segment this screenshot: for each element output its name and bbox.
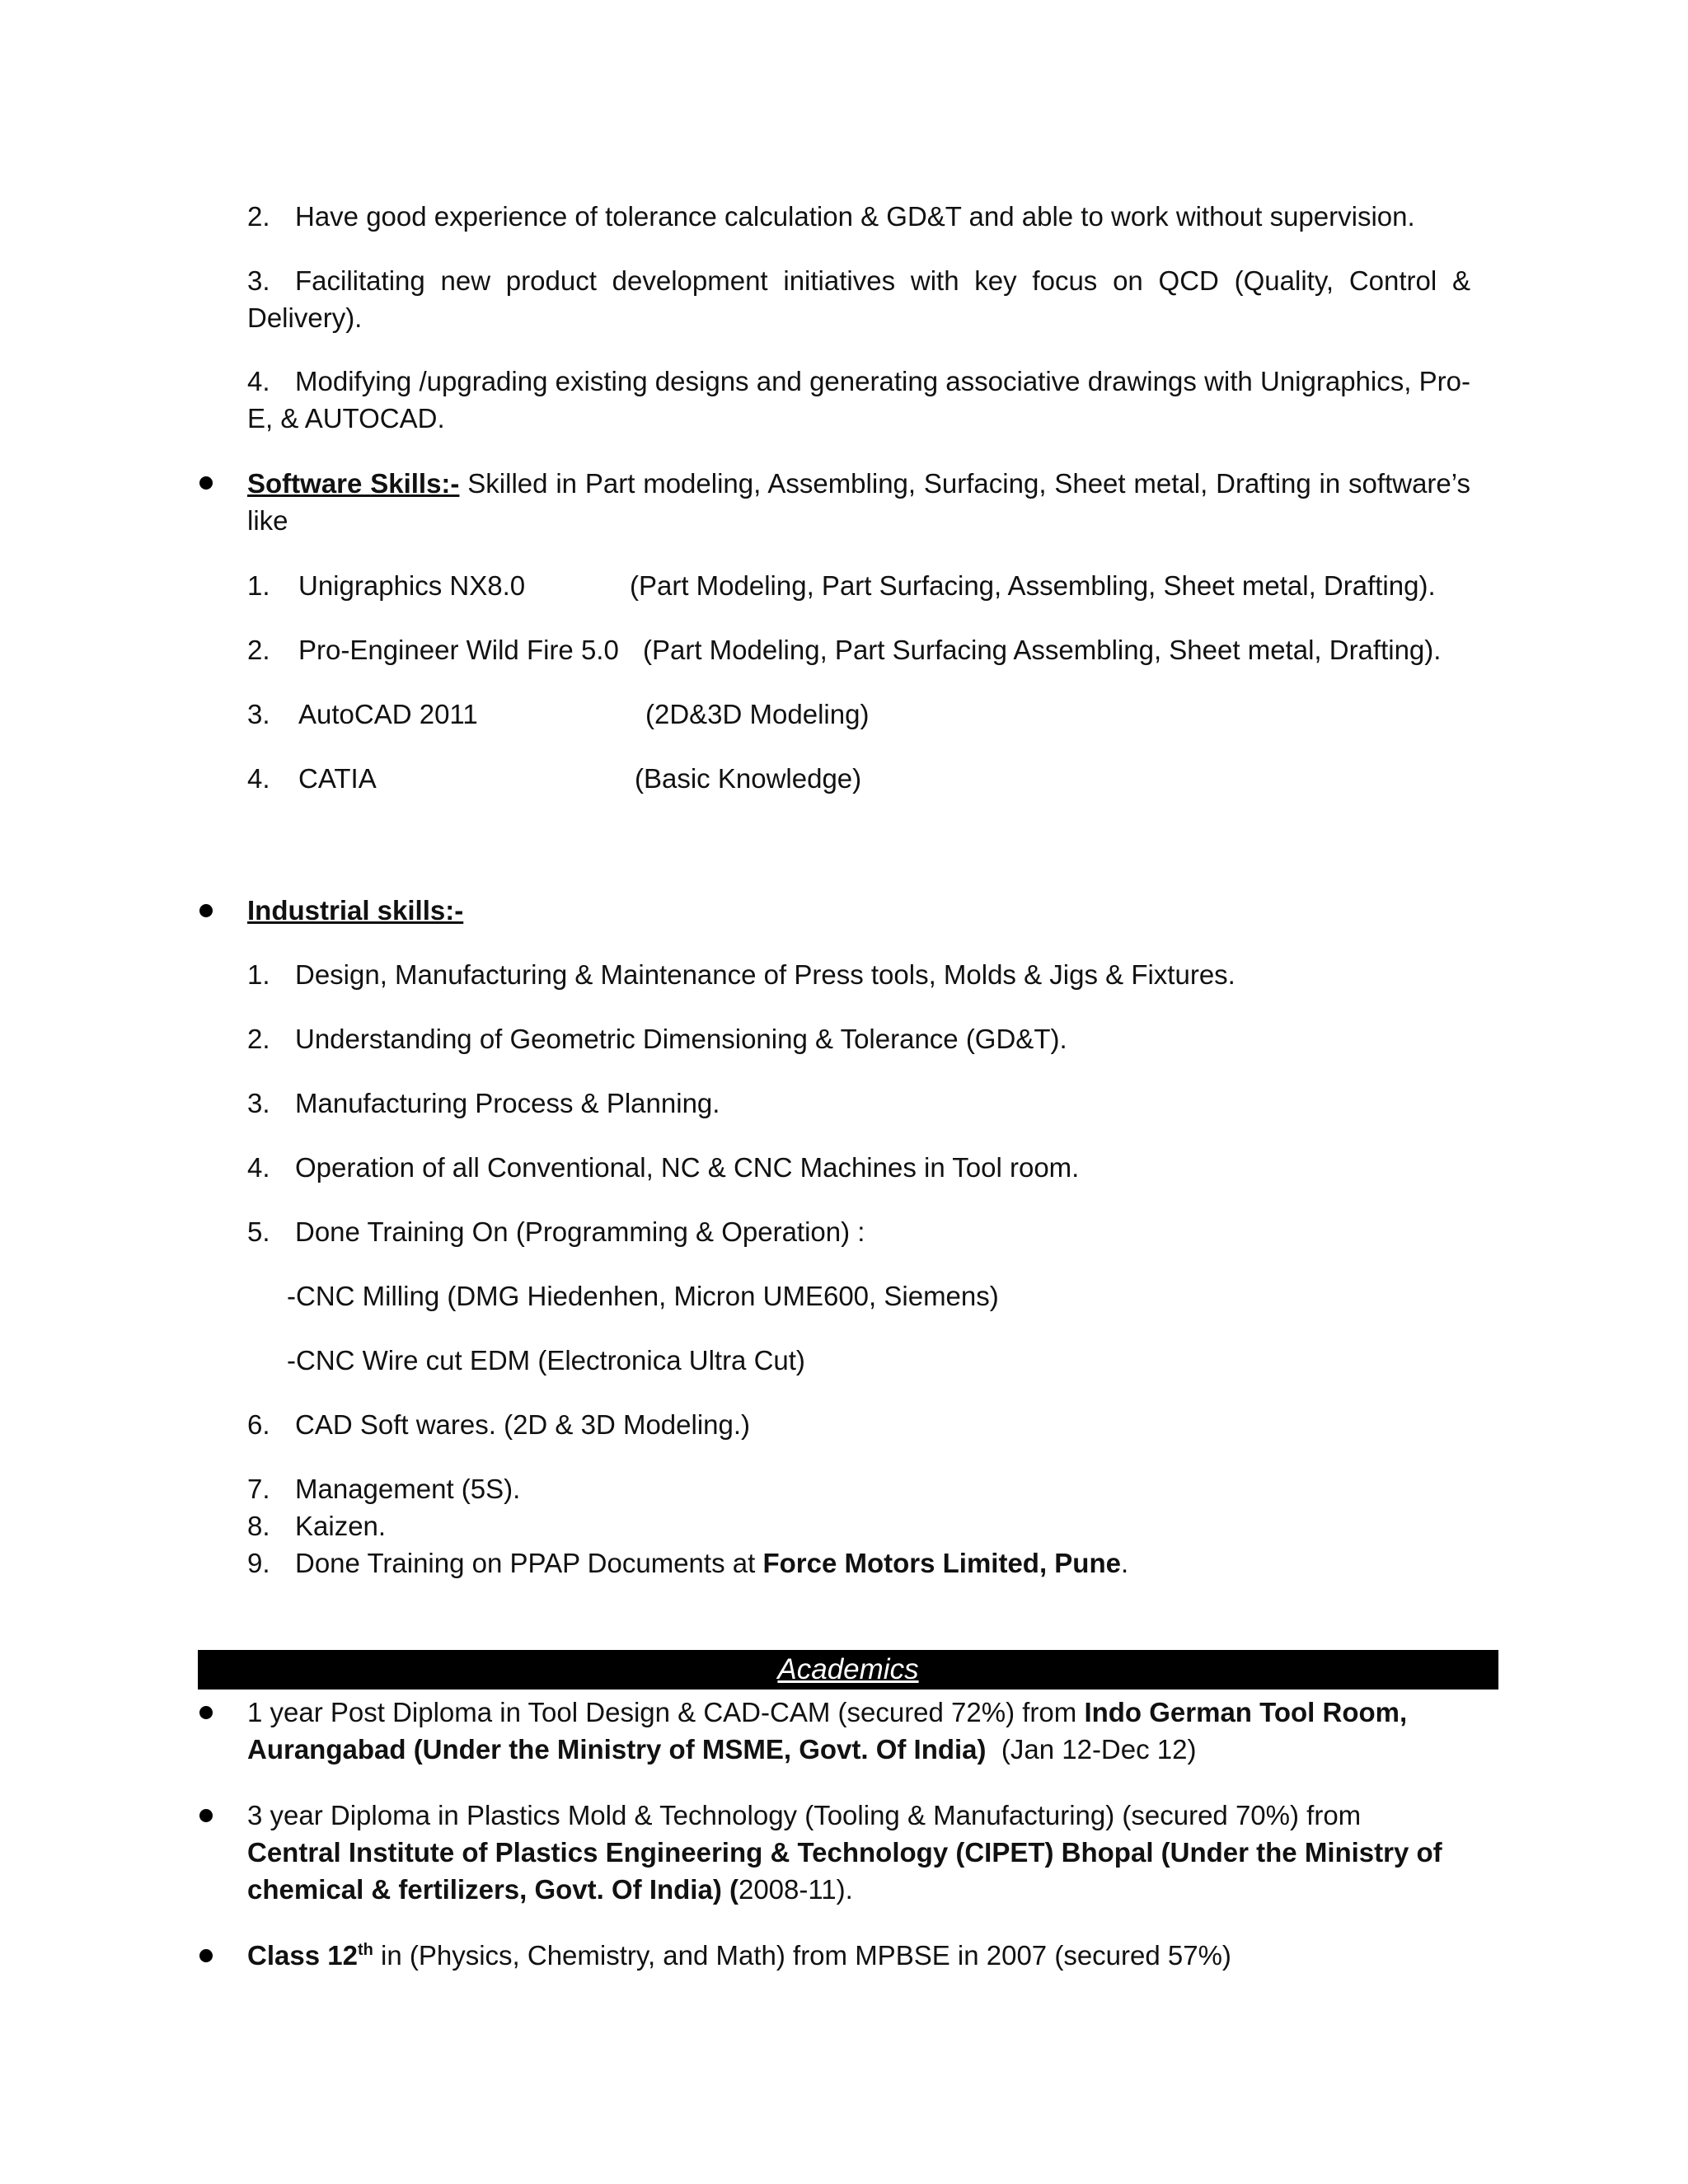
bullet-icon (199, 1949, 213, 1962)
software-skills-paragraph (247, 465, 1470, 539)
industrial-item-text: Done Training On (Programming & Operation) : (295, 1216, 865, 1247)
software-item-number: 3. (247, 699, 270, 729)
bullet-icon (199, 1706, 213, 1719)
software-item-name: Unigraphics NX8.0 (298, 570, 526, 601)
cnc-sub-item: -CNC Milling (DMG Hiedenhen, Micron UME600, Siemens) (287, 1281, 999, 1311)
industrial-item-number: 6. (247, 1409, 270, 1440)
industrial-item-number: 1. (247, 959, 270, 990)
industrial-item-text: Operation of all Conventional, NC & CNC Machines in Tool room. (295, 1152, 1080, 1183)
industrial-item-text: Manufacturing Process & Planning. (295, 1088, 720, 1118)
industrial-item-text: CAD Soft wares. (2D & 3D Modeling.) (295, 1409, 751, 1440)
academics-entry-line: Class 12th in (Physics, Chemistry, and Math) from MPBSE in 2007 (secured 57%) (247, 1940, 1231, 1971)
academics-entry-line: chemical & fertilizers, Govt. Of India) (2008-11). (247, 1874, 853, 1905)
software-item-number: 1. (247, 570, 270, 601)
software-item-desc: (Basic Knowledge) (635, 763, 862, 794)
software-item-name: CATIA (298, 763, 377, 794)
software-item-number: 2. (247, 635, 270, 665)
industrial-item-number: 5. (247, 1216, 270, 1247)
industrial-item-number: 9. (247, 1548, 270, 1578)
industrial-item-text: Kaizen. (295, 1511, 387, 1541)
academics-header-bar (198, 1650, 1498, 1690)
software-item-name: Pro-Engineer Wild Fire 5.0 (298, 635, 619, 665)
academics-entry-line: 3 year Diploma in Plastics Mold & Technology (Tooling & Manufacturing) (secured 70%) from (247, 1800, 1362, 1830)
bullet-icon (199, 904, 213, 917)
industrial-item-number: 4. (247, 1152, 270, 1183)
experience-item-number: 3. (247, 265, 270, 296)
industrial-item-number: 2. (247, 1024, 270, 1054)
bullet-icon (199, 1809, 213, 1822)
software-item-desc: (Part Modeling, Part Surfacing, Assembling, Sheet metal, Drafting). (630, 570, 1436, 601)
bullet-icon (199, 476, 213, 490)
experience-item-text: Have good experience of tolerance calculation & GD&T and able to work without supervision. (295, 201, 1415, 232)
software-item-desc: (2D&3D Modeling) (645, 699, 870, 729)
industrial-item-text: Management (5S). (295, 1474, 521, 1504)
academics-heading: Academics (777, 1653, 919, 1685)
academics-entry-line: Aurangabad (Under the Ministry of MSME, Govt. Of India) (Jan 12-Dec 12) (247, 1734, 1197, 1765)
industrial-item-number: 8. (247, 1511, 270, 1541)
software-skills-intro: Skilled in Part modeling, Assembling, Surfacing, Sheet metal, Drafting in software’s like (247, 468, 1471, 536)
industrial-item-text: Understanding of Geometric Dimensioning & Tolerance (GD&T). (295, 1024, 1067, 1054)
experience-item-text: Facilitating new product development initiatives with key focus on QCD (Quality, Control & Delivery). (247, 265, 1470, 333)
industrial-skills-heading: Industrial skills:- (247, 895, 464, 926)
software-item-name: AutoCAD 2011 (298, 699, 478, 729)
experience-item-number: 2. (247, 201, 270, 232)
software-skills-heading: Software Skills:- (247, 468, 460, 499)
software-item-desc: (Part Modeling, Part Surfacing Assembling, Sheet metal, Drafting). (643, 635, 1442, 665)
experience-item-number: 4. (247, 366, 270, 396)
industrial-item-text: Design, Manufacturing & Maintenance of Press tools, Molds & Jigs & Fixtures. (295, 959, 1236, 990)
cnc-sub-item: -CNC Wire cut EDM (Electronica Ultra Cut) (287, 1345, 805, 1376)
industrial-item-number: 7. (247, 1474, 270, 1504)
software-item-number: 4. (247, 763, 270, 794)
academics-entry-line: 1 year Post Diploma in Tool Design & CAD-CAM (secured 72%) from Indo German Tool Room, (247, 1697, 1408, 1727)
experience-item-text: Modifying /upgrading existing designs and generating associative drawings with Unigraphics, Pro-E, & AUTOCAD. (247, 366, 1470, 434)
industrial-item-text: Done Training on PPAP Documents at Force Motors Limited, Pune. (295, 1548, 1129, 1578)
academics-entry-line: Central Institute of Plastics Engineering & Technology (CIPET) Bhopal (Under the Ministry of (247, 1837, 1442, 1868)
industrial-item-number: 3. (247, 1088, 270, 1118)
